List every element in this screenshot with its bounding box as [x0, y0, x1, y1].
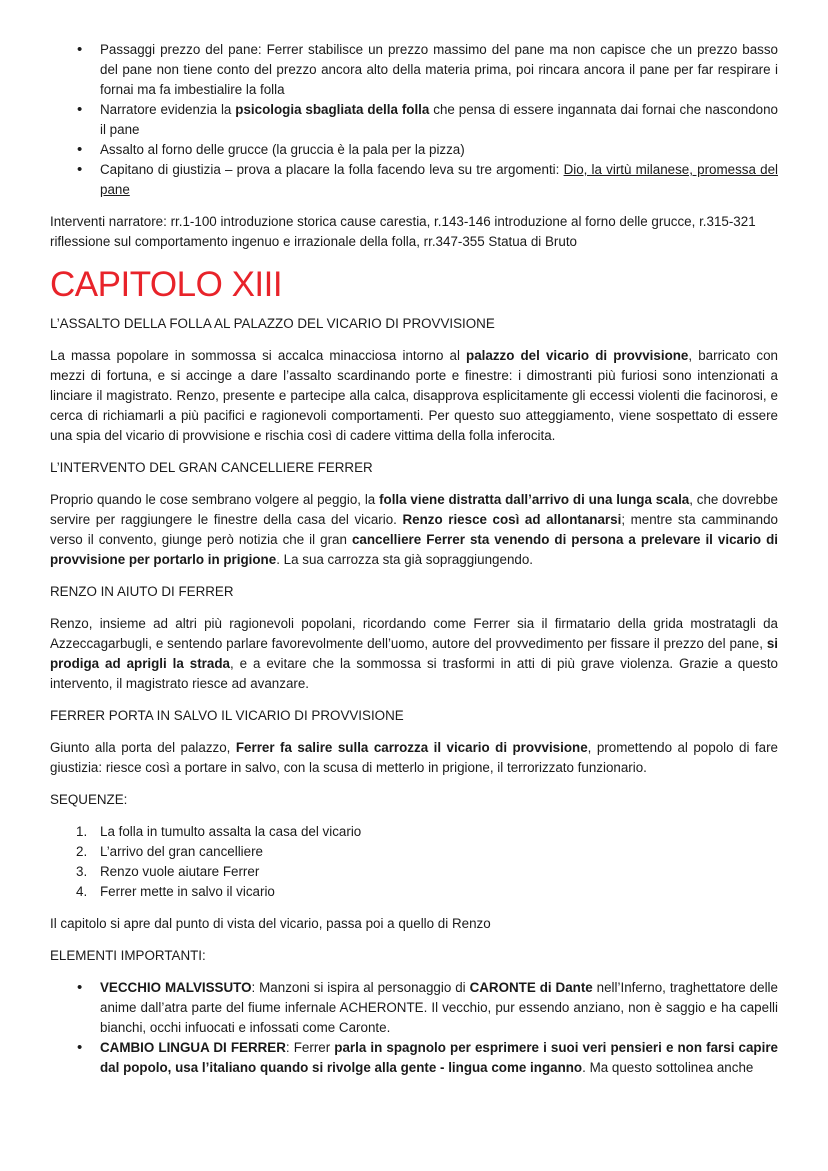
sequenze-heading: SEQUENZE: [50, 792, 128, 807]
elementi-list [50, 978, 778, 1078]
top-bullet-list [50, 40, 778, 200]
section-heading: FERRER PORTA IN SALVO IL VICARIO DI PROVVISIONE [50, 708, 404, 723]
section-paragraph: Proprio quando le cose sembrano volgere al peggio, la folla viene distratta dall’arrivo di una lunga scala, che dovrebbe servire per raggiungere le finestre della casa del vicario. Renzo riesce così ad allontanarsi; mentre sta camminando verso il convento, giunge però notizia che il gran cancelliere Ferrer sta venendo di persona a prelevare il vicario di provvisione per portarlo in prigione. La sua carrozza sta già sopraggiungendo. [50, 492, 778, 567]
section-paragraph: Giunto alla porta del palazzo, Ferrer fa salire sulla carrozza il vicario di provvisione, promettendo al popolo di fare giustizia: riesce così a portare in salvo, con la scusa di metterlo in prigione, il terrorizzato funzionario. [50, 740, 778, 775]
list-item: 3. Renzo vuole aiutare Ferrer [76, 864, 260, 879]
list-item: 2. L’arrivo del gran cancelliere [76, 844, 264, 859]
section-heading: L’ASSALTO DELLA FOLLA AL PALAZZO DEL VICARIO DI PROVVISIONE [50, 316, 495, 331]
list-item: • VECCHIO MALVISSUTO: Manzoni si ispira al personaggio di CARONTE di Dante nell’Inferno, traghettatore delle anime dall’atra parte del fiume infernale ACHERONTE. Il vecchio, pur essendo anziano, non è saggio e ha capelli bianchi, occhi infuocati e infossati come Caronte. [50, 978, 778, 1038]
list-item: • Assalto al forno delle grucce (la gruccia è la pala per la pizza) [50, 140, 778, 160]
chapter-title: CAPITOLO XIII [50, 265, 283, 304]
list-item: • CAMBIO LINGUA DI FERRER: Ferrer parla in spagnolo per esprimere i suoi veri pensieri e non farsi capire dal popolo, usa l’italiano quando si rivolge alla gente - lingua come inganno. Ma questo sottolinea anche [50, 1038, 778, 1078]
section-paragraph: Renzo, insieme ad altri più ragionevoli popolani, ricordando come Ferrer sia il firmatario della grida mostratagli da Azzeccagarbugli, e sentendo parlare favorevolmente dell’uomo, autore del provvedimento per fissare il prezzo del pane, si prodiga ad aprigli la strada, e a evitare che la sommossa si trasformi in atti di più grave violenza. Grazie a questo intervento, il magistrato riesce ad avanzare. [50, 616, 778, 691]
list-item: • Capitano di giustizia – prova a placare la folla facendo leva su tre argomenti: Dio, la virtù milanese, promessa del pane [50, 160, 778, 200]
elementi-heading: ELEMENTI IMPORTANTI: [50, 948, 206, 963]
list-item: • Narratore evidenzia la psicologia sbagliata della folla che pensa di essere ingannata dai fornai che nascondono il pane [50, 100, 778, 140]
list-item: 4. Ferrer mette in salvo il vicario [76, 884, 275, 899]
sequenze-list [50, 822, 778, 902]
interventi-narratore: Interventi narratore: rr.1-100 introduzione storica cause carestia, r.143-146 introduzione al forno delle grucce, r.315-321 riflessione sul comportamento ingenuo e irrazionale della folla, rr.347-355 Statua di Bruto [50, 214, 756, 249]
list-item: • Passaggi prezzo del pane: Ferrer stabilisce un prezzo massimo del pane ma non capisce che un prezzo basso del pane non tiene conto del prezzo ancora alto della materia prima, poi rincara ancora il pane per far respirare i fornai ma fa imbestialire la folla [50, 40, 778, 100]
punto-di-vista: Il capitolo si apre dal punto di vista del vicario, passa poi a quello di Renzo [50, 916, 491, 931]
section-paragraph: La massa popolare in sommossa si accalca minacciosa intorno al palazzo del vicario di provvisione, barricato con mezzi di fortuna, e si accinge a dare l’assalto scardinando porte e finestre: i dimostranti più furiosi sono intenzionati a linciare il magistrato. Renzo, presente e partecipe alla calca, disapprova esplicitamente gli eccessi violenti die facinorosi, e cerca di richiamarli a più pacifici e ragionevoli comportamenti. Per questo suo atteggiamento, viene sospettato di essere una spia del vicario di provvisione e rischia così di cadere vittima della folla inferocita. [50, 348, 778, 443]
section-heading: RENZO IN AIUTO DI FERRER [50, 584, 234, 599]
section-heading: L’INTERVENTO DEL GRAN CANCELLIERE FERRER [50, 460, 373, 475]
list-item: 1. La folla in tumulto assalta la casa del vicario [76, 824, 362, 839]
